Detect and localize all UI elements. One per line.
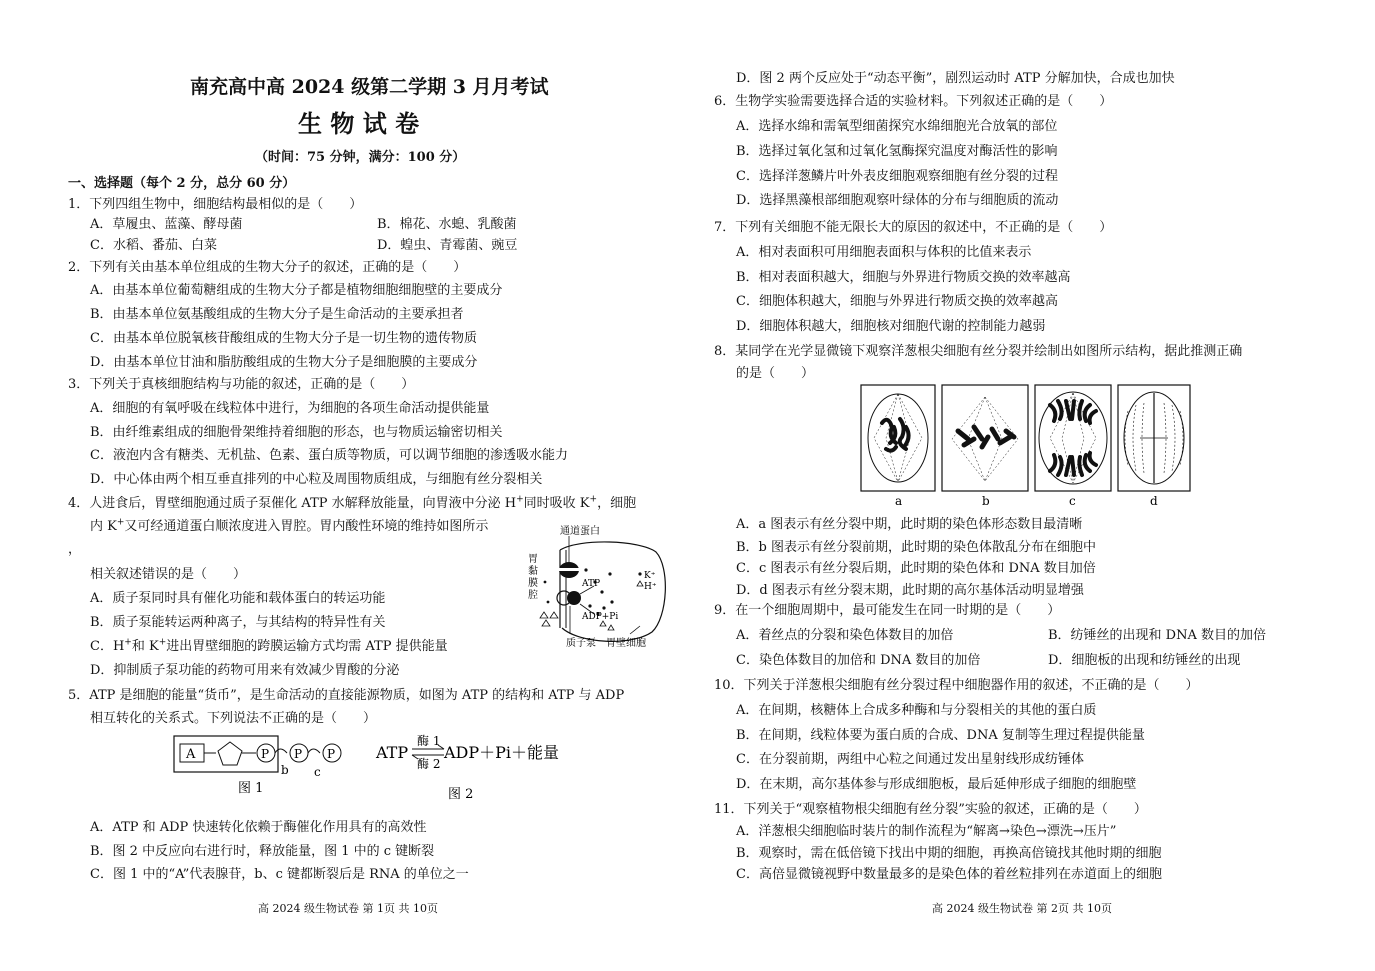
q5-option-d: D．图 2 两个反应处于“动态平衡”，剧烈运动时 ATP 分解加快，合成也加快 (736, 71, 1175, 86)
q4-fig-label-channel: 通道蛋白 (560, 526, 600, 537)
q5-fig2-label: 图 2 (448, 787, 474, 802)
q7-option-d: D．细胞体积越大，细胞核对细胞代谢的控制能力越弱 (736, 319, 1046, 334)
q4-stem-line1: 4．人进食后，胃壁细胞通过质子泵催化 ATP 水解释放能量，向胃液中分泌 H+同时吸收 K+，细胞 (68, 494, 637, 511)
q11-option-a: A．洋葱根尖细胞临时装片的制作流程为“解离→染色→漂洗→压片” (736, 824, 1117, 839)
section-heading: 一、选择题（每个 2 分，总分 60 分） (68, 176, 296, 191)
q7-stem: 7．下列有关细胞不能无限长大的原因的叙述中，不正确的是（ ） (714, 220, 1113, 235)
q8-option-b: B．b 图表示有丝分裂前期，此时期的染色体散乱分布在细胞中 (736, 540, 1097, 555)
exam-info: （时间：75 分钟，满分：100 分） (255, 150, 466, 165)
q8-stem-line1: 8．某同学在光学显微镜下观察洋葱根尖细胞有丝分裂并绘制出如图所示结构，据此推测正确 (714, 344, 1243, 359)
q3-option-d: D．中心体由两个相互垂直排列的中心粒及周围物质组成，与细胞有丝分裂相关 (90, 472, 543, 487)
q5-option-b: B．图 2 中反应向右进行时，释放能量，图 1 中的 c 键断裂 (90, 844, 435, 859)
q6-option-a: A．选择水绵和需氧型细菌探究水绵细胞光合放氧的部位 (736, 119, 1058, 134)
q8-stem-line2: 的是（ ） (736, 366, 815, 381)
q6-stem: 6．生物学实验需要选择合适的实验材料。下列叙述正确的是（ ） (714, 94, 1113, 109)
q8-cell-c (1035, 385, 1111, 491)
q8-cell-a (861, 385, 935, 491)
q8-label-d: d (1150, 494, 1158, 508)
q4-fig-label-atp: ATP (582, 579, 601, 589)
q5-fig1-adenine: A (186, 747, 196, 762)
q6-option-d: D．选择黑藻根部细胞观察叶绿体的分布与细胞质的流动 (736, 193, 1059, 208)
q8-label-b: b (982, 494, 990, 508)
q2-stem: 2．下列有关由基本单位组成的生物大分子的叙述，正确的是（ ） (68, 260, 467, 275)
q4-stem-line2: 内 K+又可经通道蛋白顺浓度进入胃腔。胃内酸性环境的维持如图所示 (90, 517, 489, 534)
exam-subtitle: 生 物 试 卷 (298, 109, 420, 138)
q9-option-d: D．细胞板的出现和纺锤丝的出现 (1048, 653, 1241, 668)
q9-option-c: C．染色体数目的加倍和 DNA 数目的加倍 (736, 653, 981, 668)
q8-cell-b (942, 385, 1028, 491)
q3-option-a: A．细胞的有氧呼吸在线粒体中进行，为细胞的各项生命活动提供能量 (90, 401, 490, 416)
footer-page-2: 高 2024 级生物试卷 第 2页 共 10页 (932, 902, 1112, 915)
exam-title: 南充高中高 2024 级第二学期 3 月月考试 (190, 76, 549, 98)
q7-option-b: B．相对表面积越大，细胞与外界进行物质交换的效率越高 (736, 270, 1071, 285)
q8-figure-mitosis (860, 383, 1192, 509)
footer-page-1: 高 2024 级生物试卷 第 1页 共 10页 (258, 902, 438, 915)
q5-option-a: A．ATP 和 ADP 快速转化依赖于酶催化作用具有的高效性 (90, 820, 427, 835)
q8-label-c: c (1069, 494, 1076, 508)
q5-fig2-atp: ATP (376, 743, 409, 762)
q4-stem-line4: 相关叙述错误的是（ ） (90, 567, 247, 582)
q4-option-b: B．质子泵能转运两种离子，与其结构的特异性有关 (90, 615, 386, 630)
q7-option-c: C．细胞体积越大，细胞与外界进行物质交换的效率越高 (736, 294, 1058, 309)
q3-stem: 3．下列关于真核细胞结构与功能的叙述，正确的是（ ） (68, 377, 415, 392)
q4-option-c: C．H+和 K+进出胃壁细胞的跨膜运输方式均需 ATP 提供能量 (90, 637, 448, 654)
q4-fig-label-lumen-2: 黏 (528, 566, 538, 577)
q10-option-c: C．在分裂前期，两组中心粒之间通过发出星射线形成纺锤体 (736, 752, 1084, 767)
q10-option-b: B．在间期，线粒体要为蛋白质的合成、DNA 复制等生理过程提供能量 (736, 728, 1145, 743)
q11-option-b: B．观察时，需在低倍镜下找出中期的细胞，再换高倍镜找其他时期的细胞 (736, 846, 1162, 861)
q3-option-b: B．由纤维素组成的细胞骨架维持着细胞的形态，也与物质运输密切相关 (90, 425, 503, 440)
q5-figure-1-atp-structure (170, 732, 355, 798)
q11-stem: 11．下列关于“观察植物根尖细胞有丝分裂”实验的叙述，正确的是（ ） (714, 802, 1147, 817)
q1-option-d: D．蝗虫、青霉菌、豌豆 (377, 238, 518, 253)
q5-fig2-products: ADP＋Pi＋能量 (444, 743, 560, 762)
q5-fig1-phosphate-1: P (261, 747, 270, 761)
q5-figure-2-conversion (370, 730, 570, 802)
q5-fig1-label: 图 1 (238, 781, 264, 796)
q4-stem-line3: ， (68, 542, 82, 557)
q9-stem: 9．在一个细胞周期中，最可能发生在同一时期的是（ ） (714, 603, 1061, 618)
q2-option-d: D．由基本单位甘油和脂肪酸组成的生物大分子是细胞膜的主要成分 (90, 355, 478, 370)
q1-option-a: A．草履虫、蓝藻、酵母菌 (90, 217, 243, 232)
q4-figure-parietal-cell (520, 522, 670, 652)
q7-option-a: A．相对表面积可用细胞表面积与体积的比值来表示 (736, 245, 1032, 260)
q4-fig-label-pump: 质子泵 (566, 638, 596, 649)
q5-fig1-phosphate-3: P (327, 747, 336, 761)
q4-fig-label-k: K⁺ (644, 571, 656, 581)
q5-fig1-phosphate-2: P (294, 747, 303, 761)
q4-fig-label-h: H⁺ (644, 582, 657, 592)
q5-fig1-bond-b: b (281, 763, 289, 777)
q8-cell-d (1118, 385, 1190, 491)
q6-option-c: C．选择洋葱鳞片叶外表皮细胞观察细胞有丝分裂的过程 (736, 169, 1058, 184)
q1-stem: 1．下列四组生物中，细胞结构最相似的是（ ） (68, 197, 363, 212)
q10-option-d: D．在末期，高尔基体参与形成细胞板，最后延伸形成子细胞的细胞壁 (736, 777, 1137, 792)
q6-option-b: B．选择过氧化氢和过氧化氢酶探究温度对酶活性的影响 (736, 144, 1058, 159)
q4-fig-label-cell: 胃壁细胞 (606, 638, 646, 649)
page-2 (688, 0, 1375, 971)
q4-fig-label-lumen-1: 胃 (528, 554, 538, 565)
q1-option-c: C．水稻、番茄、白菜 (90, 238, 217, 253)
q4-fig-label-lumen-4: 腔 (528, 590, 538, 601)
q11-option-c: C．高倍显微镜视野中数量最多的是染色体的着丝粒排列在赤道面上的细胞 (736, 867, 1162, 882)
q5-fig2-enzyme-2: 酶 2 (417, 757, 441, 771)
q8-option-a: A．a 图表示有丝分裂中期，此时期的染色体形态数目最清晰 (736, 517, 1083, 532)
q8-option-d: D．d 图表示有丝分裂末期，此时期的高尔基体活动明显增强 (736, 583, 1084, 598)
q1-option-b: B．棉花、水螅、乳酸菌 (377, 217, 517, 232)
q3-option-c: C．液泡内含有糖类、无机盐、色素、蛋白质等物质，可以调节细胞的渗透吸水能力 (90, 448, 568, 463)
q2-option-a: A．由基本单位葡萄糖组成的生物大分子都是植物细胞细胞壁的主要成分 (90, 283, 503, 298)
q2-option-c: C．由基本单位脱氧核苷酸组成的生物大分子是一切生物的遗传物质 (90, 331, 477, 346)
q10-option-a: A．在间期，核糖体上合成多种酶和与分裂相关的其他的蛋白质 (736, 703, 1097, 718)
q5-fig2-enzyme-1: 酶 1 (417, 734, 441, 748)
q5-stem-line1: 5．ATP 是细胞的能量“货币”，是生命活动的直接能源物质，如图为 ATP 的结构和 ATP 与 ADP (68, 688, 625, 703)
q8-label-a: a (895, 494, 903, 508)
q8-option-c: C．c 图表示有丝分裂后期，此时期的染色体和 DNA 数目加倍 (736, 561, 1096, 576)
q5-stem-line2: 相互转化的关系式。下列说法不正确的是（ ） (90, 711, 377, 726)
q9-option-b: B．纺锤丝的出现和 DNA 数目的加倍 (1048, 628, 1267, 643)
q2-option-b: B．由基本单位氨基酸组成的生物大分子是生命活动的主要承担者 (90, 307, 464, 322)
q4-option-a: A．质子泵同时具有催化功能和载体蛋白的转运功能 (90, 591, 386, 606)
q10-stem: 10．下列关于洋葱根尖细胞有丝分裂过程中细胞器作用的叙述，不正确的是（ ） (714, 678, 1199, 693)
q4-fig-label-lumen-3: 膜 (528, 578, 538, 589)
q5-fig1-bond-c: c (314, 765, 321, 779)
q9-option-a: A．着丝点的分裂和染色体数目的加倍 (736, 628, 954, 643)
q5-option-c: C．图 1 中的“A”代表腺苷，b、c 键都断裂后是 RNA 的单位之一 (90, 867, 469, 882)
q4-fig-label-adp: ADP+Pi (582, 612, 619, 622)
q4-option-d: D．抑制质子泵功能的药物可用来有效减少胃酸的分泌 (90, 663, 400, 678)
